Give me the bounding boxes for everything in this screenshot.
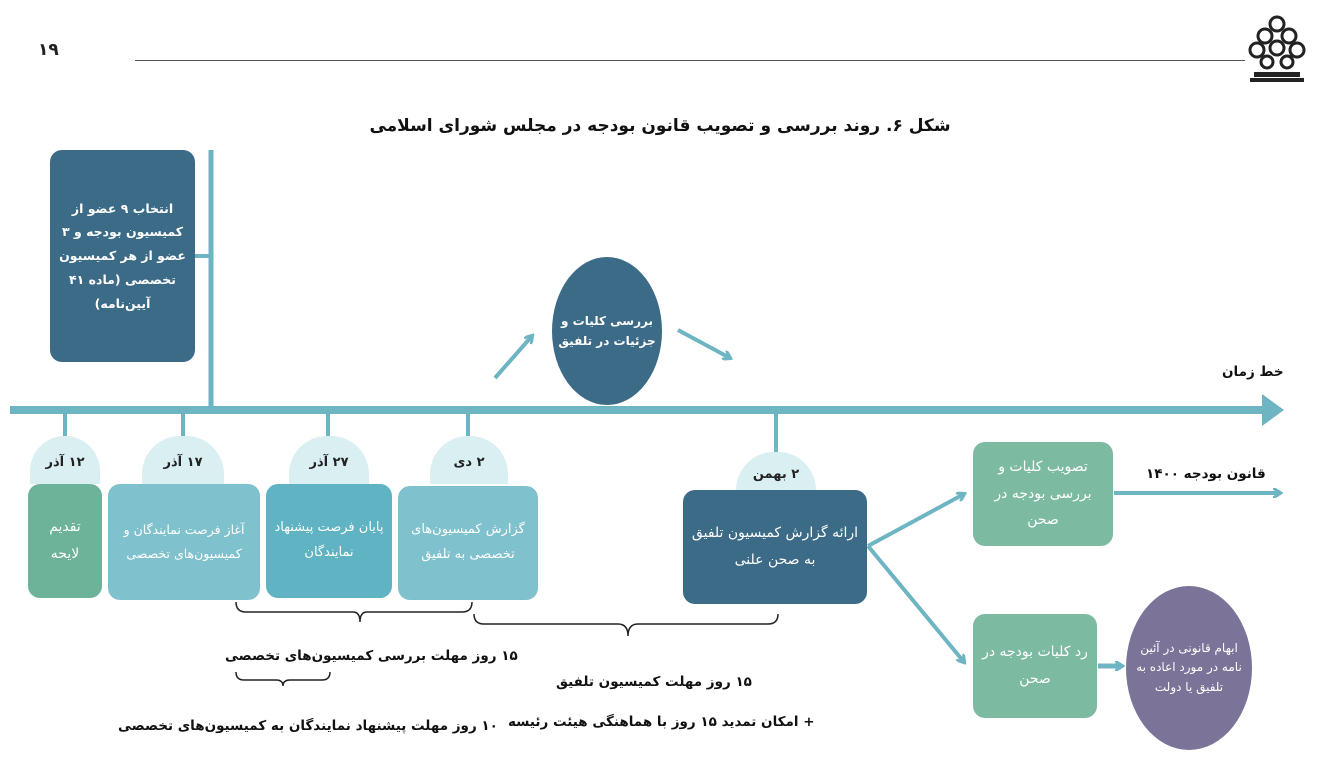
date-tab-5: ۲ بهمن [736, 452, 816, 492]
date-tab-4: ۲ دی [430, 436, 508, 484]
timeline-arrowhead-icon [1262, 394, 1284, 426]
top-selection-box [50, 150, 195, 362]
brace-15-days-joint [474, 614, 778, 636]
arrow-to-approve [868, 494, 964, 546]
note-15-days-specialized: ۱۵ روز مهلت بررسی کمیسیون‌های تخصصی [225, 648, 518, 664]
note-10-days-proposals: ۱۰ روز مهلت پیشنهاد نمایندگان به کمیسیون‌های تخصصی [118, 718, 498, 734]
budget-law-label: قانون بودجه ۱۴۰۰ [1146, 466, 1266, 482]
step-submit-bill [28, 484, 102, 598]
top-selection-text: انتخاب ۹ عضو از کمیسیون بودجه و ۳ عضو از هر کمیسیون تخصصی (ماده ۴۱ آیین‌نامه) [59, 200, 186, 311]
timeline-label: خط زمان [1222, 364, 1284, 380]
ambiguity-circle [1126, 586, 1252, 750]
date-tab-3: ۲۷ آذر [289, 436, 369, 484]
outcome-approve [973, 442, 1113, 546]
arrow-to-reject [868, 546, 964, 662]
review-circle-text: بررسی کلیات و جزئیات در تلفیق [558, 313, 656, 348]
brace-15-days-specialized [236, 602, 472, 622]
step-committee-report-text: گزارش کمیسیون‌های تخصصی به تلفیق [411, 522, 525, 562]
step-start-window [108, 484, 260, 600]
figure-title: شکل ۶. روند بررسی و تصویب قانون بودجه در مجلس شورای اسلامی [369, 116, 951, 136]
date-tab-1: ۱۲ آذر [30, 436, 100, 484]
step-joint-report-text: ارائه گزارش کمیسیون تلفیق به صحن علنی [691, 525, 859, 568]
date-tab-2: ۱۷ آذر [142, 436, 224, 484]
step-start-window-text: آغاز فرصت نمایندگان و کمیسیون‌های تخصصی [123, 522, 245, 561]
outcome-reject [973, 614, 1097, 718]
note-extension: + امکان تمدید ۱۵ روز با هماهنگی هیئت رئیسه [508, 714, 815, 730]
step-end-window-text: پایان فرصت پیشنهاد نمایندگان [274, 520, 384, 560]
review-circle [552, 257, 662, 405]
step-joint-report [683, 490, 867, 604]
brace-10-days [236, 672, 330, 686]
page-number: ۱۹ [38, 40, 59, 60]
arrow-from-review [678, 330, 730, 358]
step-committee-report [398, 486, 538, 600]
outcome-reject-text: رد کلیات بودجه در صحن [982, 644, 1088, 687]
step-end-window [266, 484, 392, 598]
step-submit-bill-text: تقدیم لایحه [49, 519, 81, 562]
arrow-to-review [495, 336, 532, 378]
outcome-approve-text: تصویب کلیات و بررسی بودجه در صحن [994, 459, 1092, 529]
ambiguity-circle-text: ابهام قانونی در آئین نامه در مورد اعاده به تلفیق یا دولت [1136, 641, 1242, 694]
note-15-days-joint: ۱۵ روز مهلت کمیسیون تلفیق [556, 674, 752, 690]
